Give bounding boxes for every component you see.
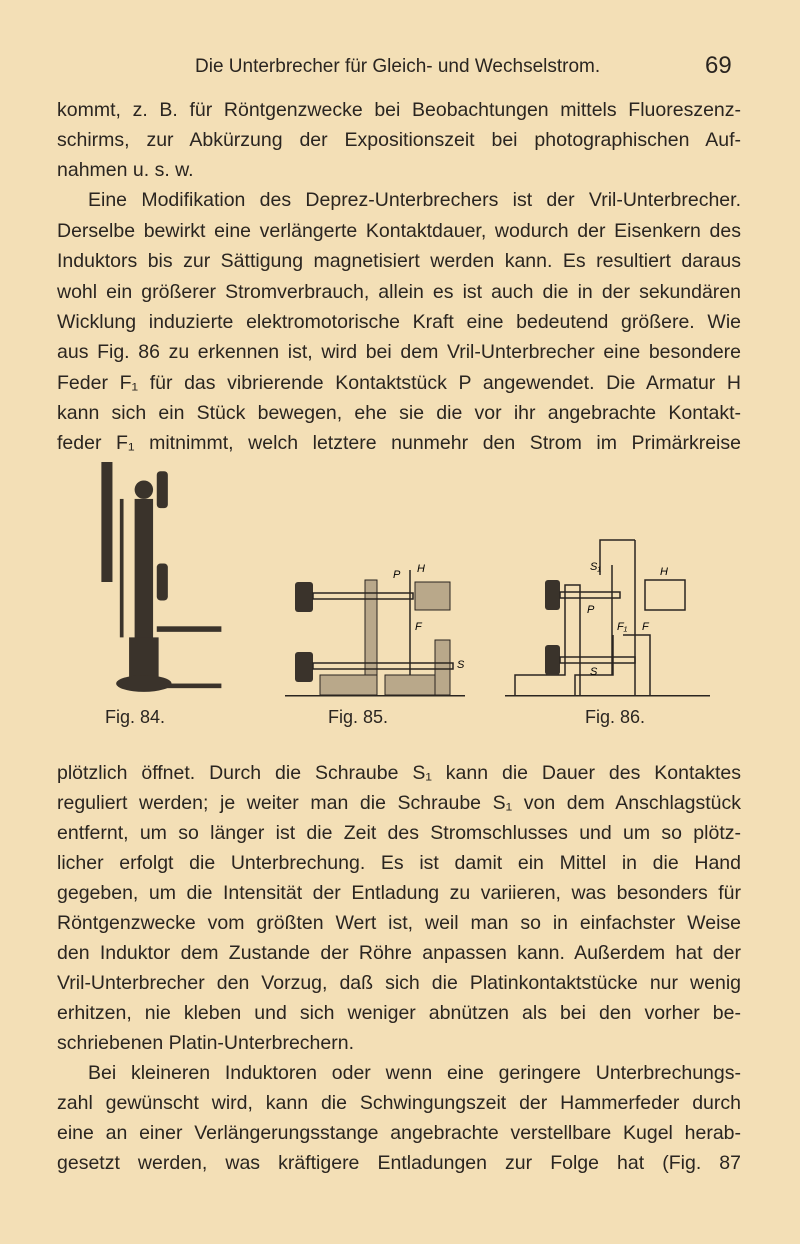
figure-85-illustration bbox=[285, 560, 465, 710]
text-line: eine an einer Verlängerungsstange angebrachte verstellbare Kugel herab- bbox=[57, 1122, 741, 1144]
text-line: Bei kleineren Induktoren oder wenn eine geringere Unterbrechungs- bbox=[88, 1062, 741, 1084]
text-line: zahl gewünscht wird, kann die Schwingungszeit der Hammerfeder durch bbox=[57, 1092, 741, 1114]
label-h: H bbox=[660, 566, 668, 578]
text-line: Vril-Unterbrecher den Vorzug, daß sich die Platinkontaktstücke nur wenig bbox=[57, 972, 741, 994]
text-line: Eine Modifikation des Deprez-Unterbrechers ist der Vril-Unterbrecher. bbox=[88, 189, 741, 211]
text-line: reguliert werden; je weiter man die Schraube S₁ von dem Anschlagstück bbox=[57, 792, 741, 814]
text-line: erhitzen, nie kleben und sich weniger abnützen als bei den vorher be- bbox=[57, 1002, 741, 1024]
text-line: feder F₁ mitnimmt, welch letztere nunmehr den Strom im Primärkreise bbox=[57, 432, 741, 454]
figure-84-illustration bbox=[92, 462, 240, 702]
text-line: kommt, z. B. für Röntgenzwecke bei Beobachtungen mittels Fluoreszenz- bbox=[57, 99, 741, 121]
text-line: aus Fig. 86 zu erkennen ist, wird bei dem Vril-Unterbrecher eine besondere bbox=[57, 341, 741, 363]
label-p: P bbox=[587, 604, 595, 616]
label-s: S bbox=[590, 666, 598, 678]
text-line: plötzlich öffnet. Durch die Schraube S₁ kann die Dauer des Kontaktes bbox=[57, 762, 741, 784]
text-line: gesetzt werden, was kräftigere Entladungen zur Folge hat (Fig. 87 bbox=[57, 1152, 741, 1174]
text-line: kann sich ein Stück bewegen, ehe sie die vor ihr angebrachte Kontakt- bbox=[57, 402, 741, 424]
text-line: Derselbe bewirkt eine verlängerte Kontaktdauer, wodurch der Eisenkern des bbox=[57, 220, 741, 242]
label-h: H bbox=[417, 563, 425, 575]
label-f: F bbox=[642, 621, 649, 633]
running-title: Die Unterbrecher für Gleich- und Wechselstrom. bbox=[195, 56, 601, 77]
text-line: nahmen u. s. w. bbox=[57, 159, 194, 181]
text-line: gegeben, um die Intensität der Entladung zu variieren, was besonders für bbox=[57, 882, 741, 904]
text-line: schriebenen Platin-Unterbrechern. bbox=[57, 1032, 354, 1054]
text-line: entfernt, um so länger ist die Zeit des Stromschlusses und um so plötz- bbox=[57, 822, 741, 844]
label-s: S bbox=[457, 659, 465, 671]
text-line: wohl ein größerer Stromverbrauch, allein es ist auch die in der sekundären bbox=[57, 281, 741, 303]
label-f: F bbox=[415, 621, 422, 633]
label-p: P bbox=[393, 569, 401, 581]
figure-86-illustration bbox=[505, 535, 710, 710]
text-line: Röntgenzwecke vom größten Wert ist, weil man so in einfachster Weise bbox=[57, 912, 741, 934]
label-f1: F₁ bbox=[617, 621, 628, 633]
page-number: 69 bbox=[705, 52, 732, 79]
text-line: Feder F₁ für das vibrierende Kontaktstück P angewendet. Die Armatur H bbox=[57, 372, 741, 394]
text-line: Induktors bis zur Sättigung magnetisiert werden kann. Es resultiert daraus bbox=[57, 250, 741, 272]
figure-84-caption: Fig. 84. bbox=[105, 707, 166, 727]
text-line: den Induktor dem Zustande der Röhre anpassen kann. Außerdem hat der bbox=[57, 942, 741, 964]
text-line: Wicklung induzierte elektromotorische Kraft eine bedeutend größere. Wie bbox=[57, 311, 741, 333]
text-line: schirms, zur Abkürzung der Expositionszeit bei photographischen Auf- bbox=[57, 129, 741, 151]
figure-85-caption: Fig. 85. bbox=[328, 707, 389, 727]
label-s1: S₁ bbox=[590, 561, 601, 573]
text-line: licher erfolgt die Unterbrechung. Es ist damit ein Mittel in die Hand bbox=[57, 852, 741, 874]
figure-86-caption: Fig. 86. bbox=[585, 707, 646, 727]
